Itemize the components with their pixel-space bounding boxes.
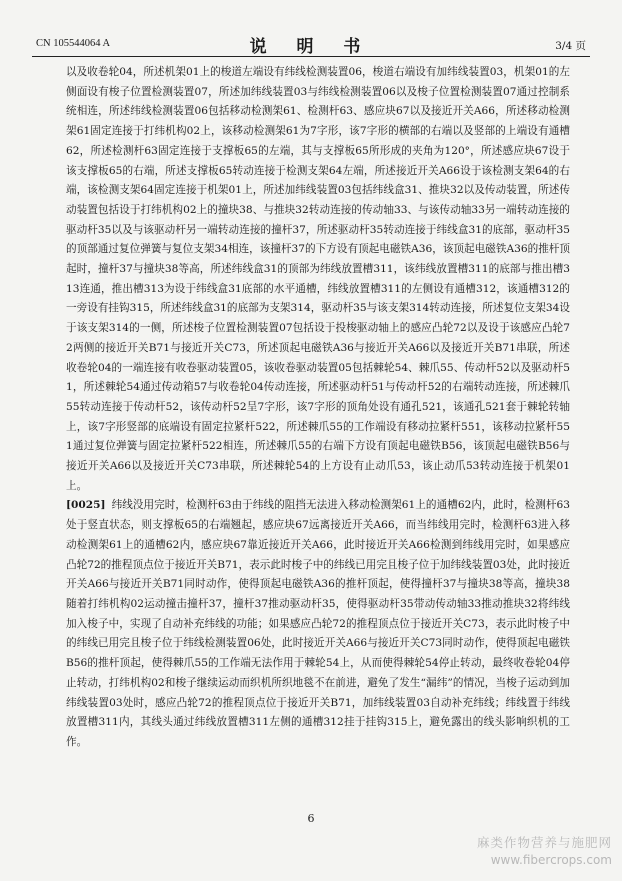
paragraph-number: [0025] xyxy=(66,499,106,512)
paragraph xyxy=(66,63,570,496)
paragraph xyxy=(66,496,570,752)
paragraph-text: 纬线没用完时，检测杆63由于纬线的阻挡无法进入移动检测架61上的通槽62内，此时，检测杆63处于竖直状态，则支撑板65的右端翘起，感应块67远离接近开关A66，而当纬线用完时，检测杆63进入移动检测架61上的通槽62内，感应块67靠近接近开关A66，此时接近开关A66检测到纬线用完时，如果感应凸轮72的推程顶点位于接近开关B71，表示此时梭子中的纬线已用完且梭子位于加纬线装置03处，此时接近开关A66与接近开关B71同时动作，使得顶起电磁铁A36的推杆顶起，使得撞杆37与撞块38等高，撞块38随着打纬机构02运动撞击撞杆37，撞杆37推动驱动杆35，使得驱动杆35带动传动轴33推动推块32将纬线加入梭子中，实现了自动补充纬线的功能；如果感应凸轮72的推程顶点位于接近开关C73，表示此时梭子中的纬线已用完且梭子位于纬线检测装置06处，此时接近开关A66与接近开关C73同时动作，使得顶起电磁铁B56的推杆顶起，使得棘爪55的工作端无法作用于棘轮54上，从而使得棘轮54停止转动，最终收卷轮04停止转动，打纬机构02和梭子继续运动而织机所织地毯不在前进，避免了发生“漏纬”的情况，当梭子运动到加纬线装置03处时，感应凸轮72的推程顶点位于接近开关B71，加纬线装置03自动补充纬线；纬线置于纬线放置槽311内，其线头通过纬线放置槽311左侧的通槽312挂于挂钩315上，避免露出的线头影响织机的工作。 xyxy=(66,499,570,748)
document-title: 说 明 书 xyxy=(249,37,373,57)
paragraph-text: 以及收卷轮04，所述机架01上的梭道左端设有纬线检测装置06，梭道右端设有加纬线装置03，机架01的左侧面设有梭子位置检测装置07，所述加纬线装置03与纬线检测装置06以及梭子位置检测装置07通过控制系统相连，所述纬线检测装置06包括移动检测架61、检测杆63、感应块67以及接近开关A66，所述移动检测架61固定连接于打纬机构02上，该移动检测架61为7字形，该7字形的横部的右端以及竖部的上端设有通槽62，所述检测杆63固定连接于支撑板65的左端，其与支撑板65所形成的夹角为120°，所述感应块67设于该支撑板65的右端，所述支撑板65转动连接于检测支架64左端，所述接近开关A66设于该检测支架64的右端，该检测支架64固定连接于机架01上，所述加纬线装置03包括纬线盒31、推块32以及传动装置，所述传动装置包括设于打纬机构02上的撞块38、与推块32转动连接的传动轴33、与该传动轴33另一端转动连接的驱动杆35以及与该驱动杆另一端转动连接的撞杆37，所述驱动杆35转动连接于纬线盒31的底部，驱动杆35的顶部通过复位弹簧与复位支架34相连，该撞杆37的下方设有顶起电磁铁A36，该顶起电磁铁A36的推杆顶起时，撞杆37与撞块38等高，所述纬线盒31的顶部为纬线放置槽311，该纬线放置槽311的底部与推出槽313连通，推出槽313为设于纬线盒31底部的水平通槽，纬线放置槽311的左侧设有通槽312，该通槽312的一旁设有挂钩315，所述纬线盒31的底部为支架314，驱动杆35与该支架314转动连接，所述复位支架34设于该支架314的一侧，所述梭子位置检测装置07包括设于投梭驱动轴上的感应凸轮72以及设于该感应凸轮72两侧的接近开关B71与接近开关C73，所述顶起电磁铁A36与接近开关A66以及接近开关B71串联，所述收卷轮04的一端连接有收卷驱动装置05，该收卷驱动装置05包括棘轮54、棘爪55、传动杆52以及驱动杆51，所述棘轮54通过传动箱57与收卷轮04传动连接，所述驱动杆51与传动杆52的右端转动连接，所述棘爪55转动连接于传动杆52，该传动杆52呈7字形，该7字形的顶角处设有通孔521，该通孔521套于棘轮转轴上，该7字形竖部的底端设有固定拉紧杆522，所述棘爪55的工作端设有移动拉紧杆551，该移动拉紧杆551通过复位弹簧与固定拉紧杆522相连，所述棘爪55的右端下方设有顶起电磁铁B56，该顶起电磁铁B56与接近开关A66以及接近开关C73串联，所述棘轮54的上方设有止动爪53，该止动爪53转动连接于机架01上。 xyxy=(66,66,570,492)
page-number: 6 xyxy=(307,812,315,825)
patent-number: CN 105544064 A xyxy=(36,38,111,49)
watermark-name: 麻类作物营养与施肥网 xyxy=(476,835,612,850)
watermark xyxy=(462,833,612,873)
page-indicator: 3/4 页 xyxy=(555,40,586,52)
description-body xyxy=(66,63,570,753)
document-header xyxy=(32,30,590,57)
watermark-url: www.fibercrops.com xyxy=(490,853,612,867)
